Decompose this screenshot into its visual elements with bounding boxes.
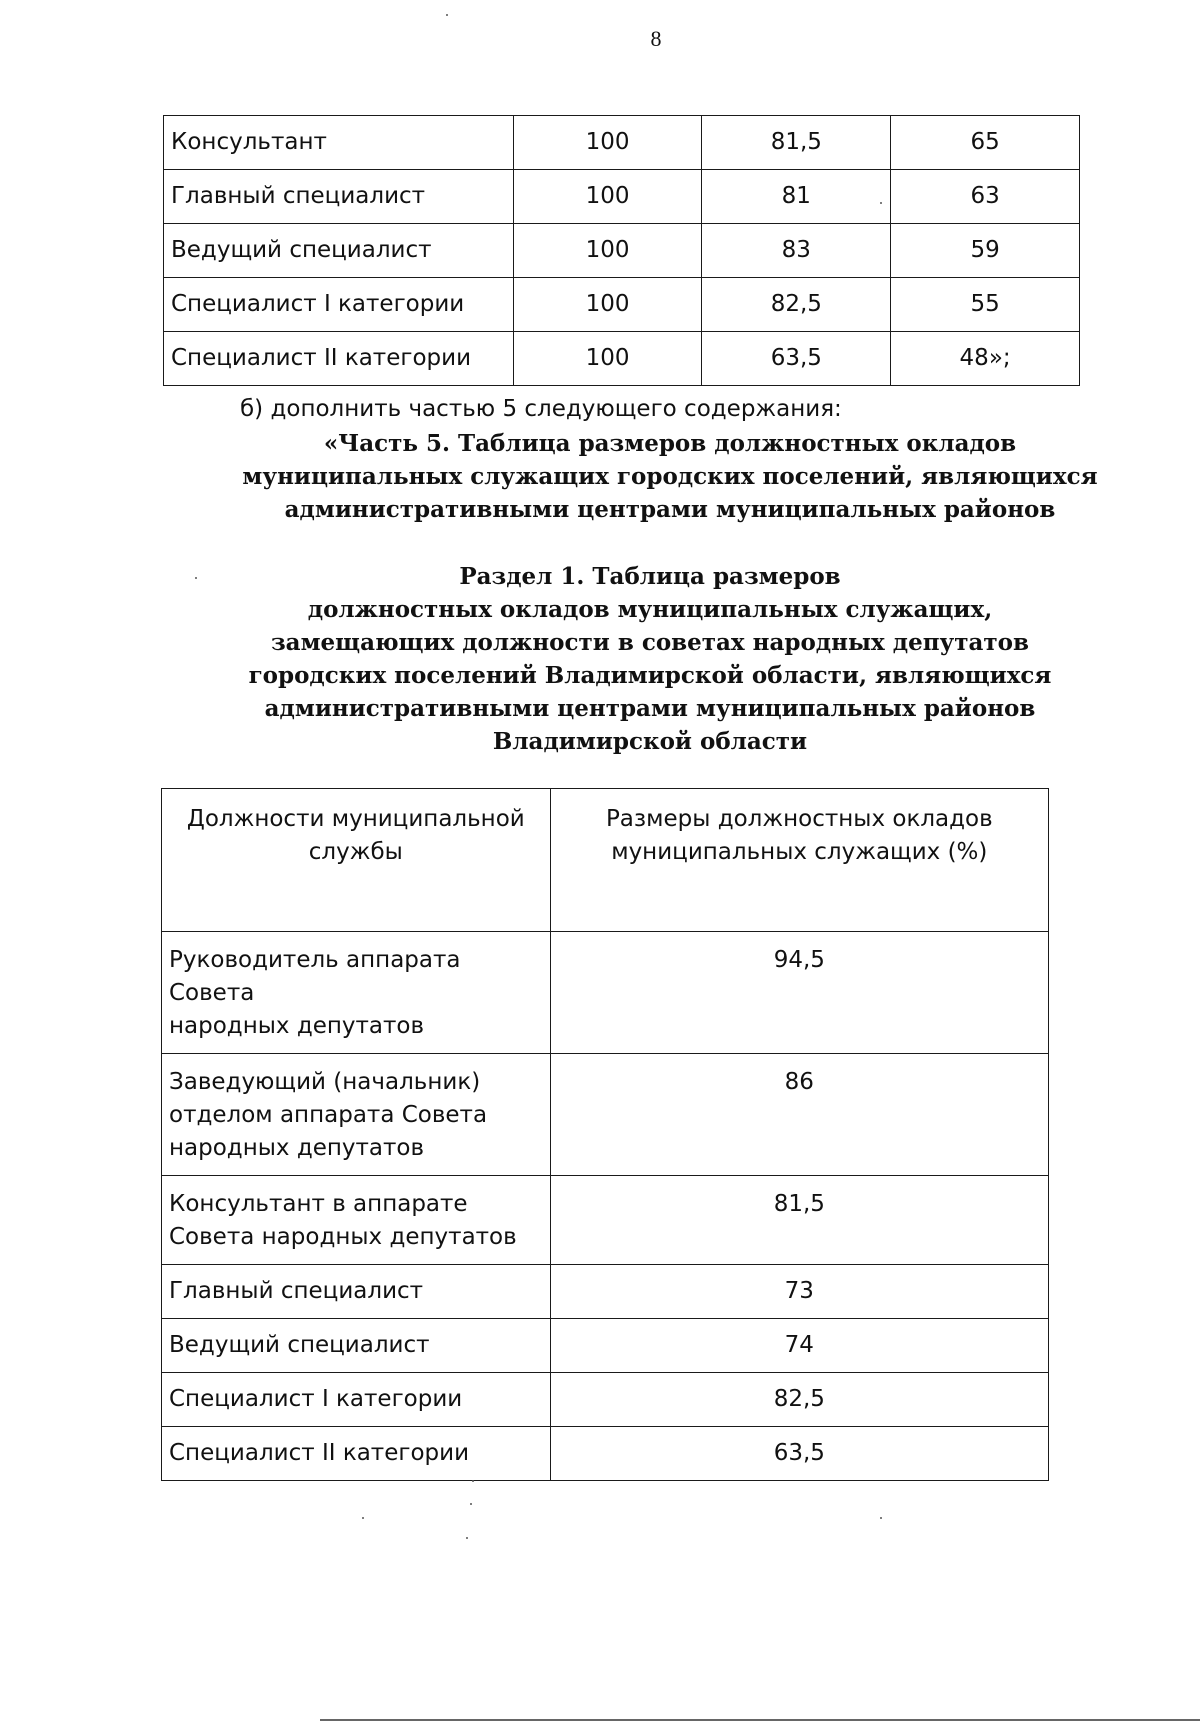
salary-table-continuation [163, 115, 1080, 386]
value-cell: 83 [702, 224, 891, 278]
section-heading-line: Владимирской области [492, 728, 808, 755]
value-cell: 65 [891, 116, 1080, 170]
scan-speck [880, 1517, 882, 1519]
value-cell: 100 [513, 278, 702, 332]
table-row [162, 1054, 1049, 1176]
table-row [164, 116, 1080, 170]
table-row [164, 224, 1080, 278]
value-cell: 55 [891, 278, 1080, 332]
part-heading [200, 427, 1140, 526]
section-heading [180, 560, 1120, 758]
page-number: 8 [650, 26, 662, 51]
value-cell: 74 [550, 1319, 1048, 1373]
column-header-positions: Должности муниципальной службы [162, 789, 551, 932]
position-cell: Главный специалист [162, 1265, 551, 1319]
position-cell: Специалист I категории [164, 278, 514, 332]
part-heading-line: административными центрами муниципальных районов [284, 496, 1056, 523]
value-cell: 100 [513, 116, 702, 170]
scan-speck [362, 1517, 364, 1519]
value-cell: 48»; [891, 332, 1080, 386]
table-row [164, 332, 1080, 386]
scan-speck [446, 14, 448, 16]
value-cell: 63,5 [550, 1427, 1048, 1481]
section-heading-line: замещающих должности в советах народных депутатов [270, 629, 1029, 656]
scan-speck [195, 577, 197, 579]
salary-table-section-1 [161, 788, 1049, 1481]
table-row [162, 1319, 1049, 1373]
table-row [164, 170, 1080, 224]
scan-edge-line [320, 1719, 1200, 1721]
section-heading-line: городских поселений Владимирской области, являющихся [248, 662, 1052, 689]
value-cell: 100 [513, 332, 702, 386]
table-row [162, 932, 1049, 1054]
value-cell: 81,5 [550, 1176, 1048, 1265]
position-cell: Консультант [164, 116, 514, 170]
amendment-text: б) дополнить частью 5 следующего содержания: [240, 396, 842, 422]
part-heading-line: «Часть 5. Таблица размеров должностных окладов [323, 430, 1017, 457]
table-row [162, 1265, 1049, 1319]
position-cell: Специалист I категории [162, 1373, 551, 1427]
table-row [162, 1427, 1049, 1481]
value-cell: 81,5 [702, 116, 891, 170]
table-row [162, 1176, 1049, 1265]
value-cell: 63,5 [702, 332, 891, 386]
part-heading-line: муниципальных служащих городских поселений, являющихся [242, 463, 1098, 490]
position-cell: Ведущий специалист [164, 224, 514, 278]
section-heading-line: административными центрами муниципальных районов [264, 695, 1036, 722]
position-cell: Заведующий (начальник) отделом аппарата Совета народных депутатов [162, 1054, 551, 1176]
table-row [162, 1373, 1049, 1427]
position-cell: Консультант в аппарате Совета народных депутатов [162, 1176, 551, 1265]
value-cell: 73 [550, 1265, 1048, 1319]
position-cell: Ведущий специалист [162, 1319, 551, 1373]
position-cell: Главный специалист [164, 170, 514, 224]
position-cell: Специалист II категории [162, 1427, 551, 1481]
scan-speck [472, 1480, 474, 1482]
value-cell: 63 [891, 170, 1080, 224]
section-heading-line: должностных окладов муниципальных служащих, [307, 596, 993, 623]
column-header-salary: Размеры должностных окладов муниципальных служащих (%) [550, 789, 1048, 932]
value-cell: 100 [513, 170, 702, 224]
value-cell: 59 [891, 224, 1080, 278]
value-cell: 86 [550, 1054, 1048, 1176]
position-cell: Руководитель аппарата Совета народных депутатов [162, 932, 551, 1054]
scan-speck [470, 1503, 472, 1505]
scan-speck [880, 202, 882, 204]
position-cell: Специалист II категории [164, 332, 514, 386]
value-cell: 81 [702, 170, 891, 224]
scan-speck [466, 1537, 468, 1539]
value-cell: 82,5 [550, 1373, 1048, 1427]
section-heading-line: Раздел 1. Таблица размеров [459, 563, 841, 590]
table-row [164, 278, 1080, 332]
value-cell: 94,5 [550, 932, 1048, 1054]
value-cell: 82,5 [702, 278, 891, 332]
value-cell: 100 [513, 224, 702, 278]
table-header-row [162, 789, 1049, 932]
